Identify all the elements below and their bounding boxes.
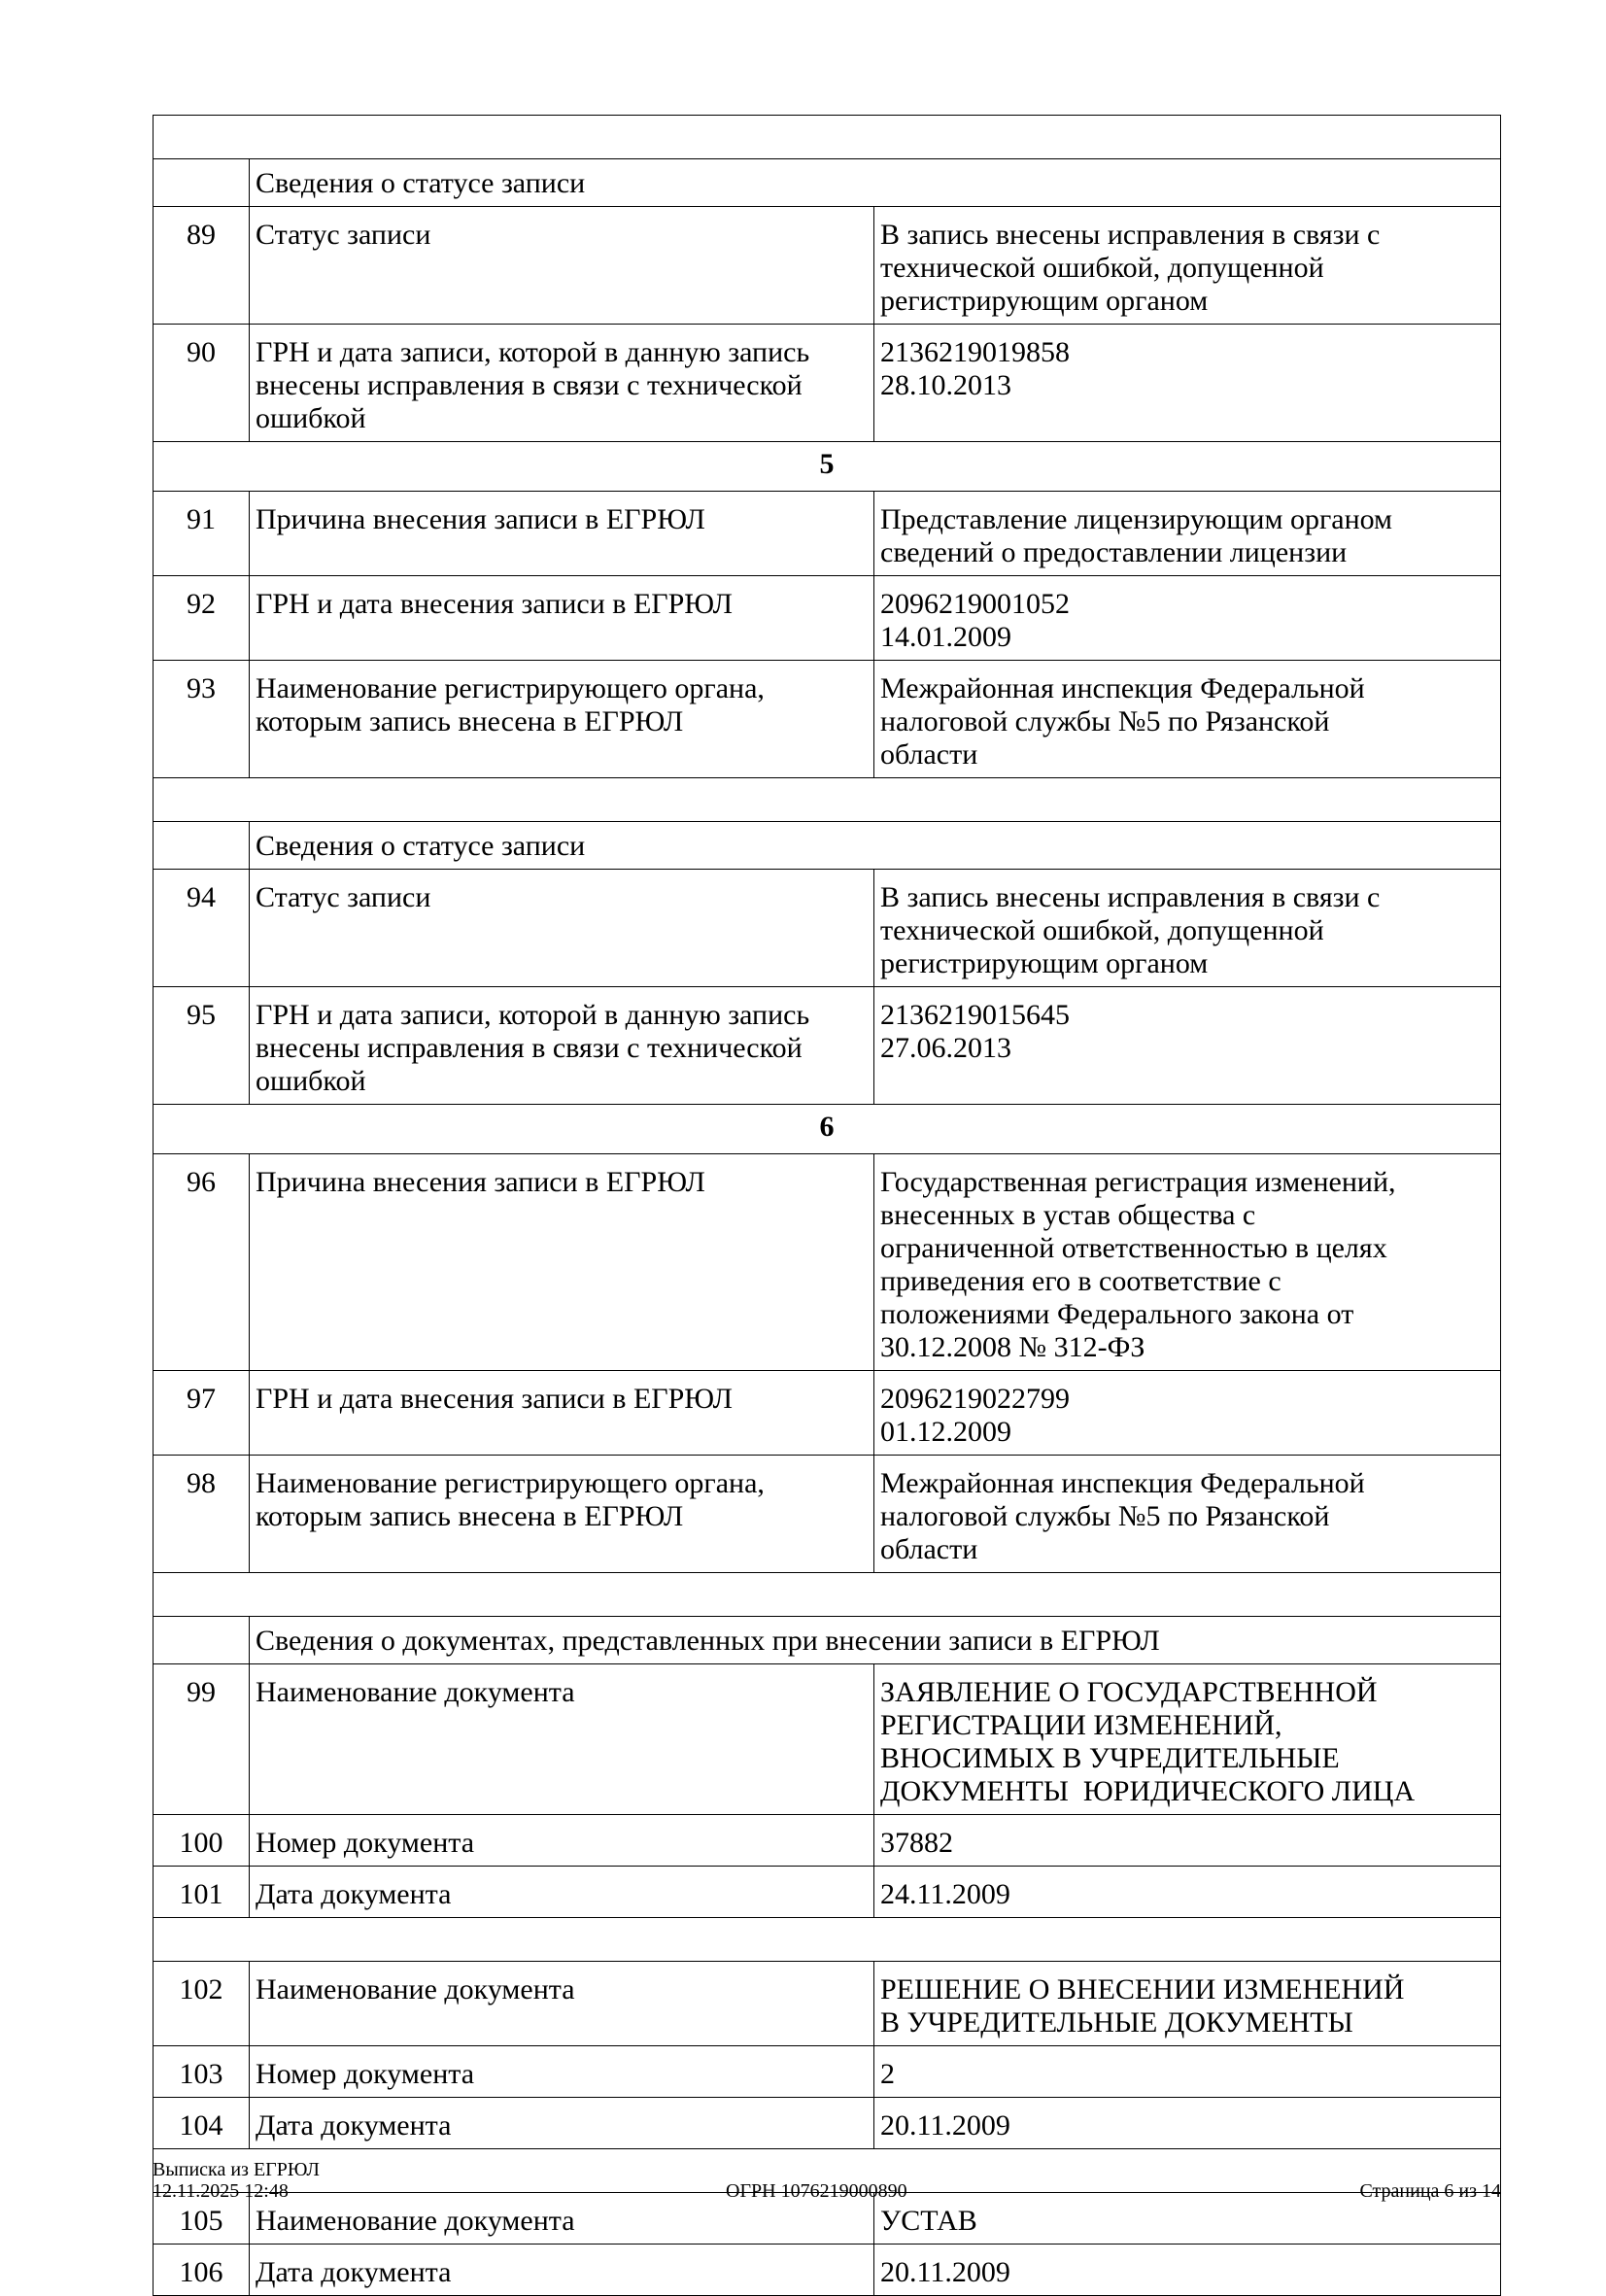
field-value-line: области [880, 738, 978, 771]
field-value-line: внесенных в устав общества с [880, 1199, 1256, 1231]
field-value-line: налоговой службы №5 по Рязанской [880, 705, 1330, 737]
field-value-line: ЗАЯВЛЕНИЕ О ГОСУДАРСТВЕННОЙ [880, 1676, 1378, 1708]
field-value-line: Представление лицензирующим органом [880, 503, 1393, 535]
field-label: Наименование документа [250, 2193, 874, 2245]
field-value-line: приведения его в соответствие с [880, 1265, 1281, 1297]
field-value-line: сведений о предоставлении лицензии [880, 536, 1348, 568]
field-value-line: УСТАВ [880, 2205, 977, 2237]
field-label: Наименование документа [250, 1664, 874, 1815]
field-value-line: Межрайонная инспекция Федеральной [880, 1467, 1365, 1499]
blank-row [154, 1918, 1501, 1962]
field-value-line: ВНОСИМЫХ В УЧРЕДИТЕЛЬНЫЕ [880, 1742, 1340, 1774]
section-title: Сведения о статусе записи [250, 159, 1501, 207]
row-number: 100 [154, 1815, 250, 1867]
record-number-row [154, 1105, 1501, 1154]
field-value-line: 20.11.2009 [880, 2109, 1010, 2142]
field-value-line: технической ошибкой, допущенной [880, 914, 1324, 946]
section-header-row [154, 159, 1501, 207]
field-value-line: В запись внесены исправления в связи с [880, 881, 1381, 913]
field-value [874, 1815, 1501, 1867]
blank-cell [154, 116, 1501, 159]
table-row [154, 2098, 1501, 2149]
table-row [154, 1154, 1501, 1371]
field-value-line: 30.12.2008 № 312-ФЗ [880, 1331, 1145, 1363]
field-label: ГРН и дата внесения записи в ЕГРЮЛ [250, 1371, 874, 1456]
field-label: Причина внесения записи в ЕГРЮЛ [250, 492, 874, 576]
field-value [874, 2098, 1501, 2149]
row-number: 102 [154, 1962, 250, 2046]
footer-datetime: 12.11.2025 12:48 [153, 2180, 289, 2202]
field-value-line: регистрирующим органом [880, 285, 1209, 317]
row-number: 94 [154, 870, 250, 987]
record-number: 5 [154, 442, 1501, 492]
row-number: 93 [154, 661, 250, 778]
field-value-line: ДОКУМЕНТЫ ЮРИДИЧЕСКОГО ЛИЦА [880, 1775, 1416, 1807]
table-row [154, 1962, 1501, 2046]
row-number: 103 [154, 2046, 250, 2098]
field-value-line: 2096219022799 [880, 1383, 1070, 1415]
table-row [154, 2245, 1501, 2296]
field-label: Дата документа [250, 1867, 874, 1918]
field-label: Дата документа [250, 2245, 874, 2296]
field-value [874, 1371, 1501, 1456]
section-number-cell [154, 159, 250, 207]
field-label: Наименование документа [250, 1962, 874, 2046]
field-label: ГРН и дата внесения записи в ЕГРЮЛ [250, 576, 874, 661]
row-number: 97 [154, 1371, 250, 1456]
field-value-line: РЕШЕНИЕ О ВНЕСЕНИИ ИЗМЕНЕНИЙ [880, 1973, 1405, 2005]
field-value [874, 661, 1501, 778]
record-number-row [154, 442, 1501, 492]
table-row [154, 661, 1501, 778]
row-number: 105 [154, 2193, 250, 2245]
field-label: Статус записи [250, 870, 874, 987]
section-number-cell [154, 1617, 250, 1664]
field-value [874, 1154, 1501, 1371]
section-title: Сведения о статусе записи [250, 822, 1501, 870]
row-number: 92 [154, 576, 250, 661]
field-value-line: Государственная регистрация изменений, [880, 1166, 1396, 1198]
field-value [874, 1456, 1501, 1573]
field-value [874, 1867, 1501, 1918]
field-value [874, 492, 1501, 576]
table-body [154, 116, 1501, 2296]
row-number: 104 [154, 2098, 250, 2149]
table-row [154, 1664, 1501, 1815]
field-value-line: технической ошибкой, допущенной [880, 252, 1324, 284]
field-value-line: налоговой службы №5 по Рязанской [880, 1500, 1330, 1532]
section-header-row [154, 1617, 1501, 1664]
row-number: 98 [154, 1456, 250, 1573]
field-label: Номер документа [250, 2046, 874, 2098]
footer-doc-title: Выписка из ЕГРЮЛ [153, 2159, 320, 2180]
row-number: 95 [154, 987, 250, 1105]
field-value [874, 2245, 1501, 2296]
field-value-line: 2 [880, 2058, 895, 2090]
table-row [154, 870, 1501, 987]
footer-ogrn: ОГРН 1076219000890 [726, 2180, 907, 2202]
field-value-line: положениями Федерального закона от [880, 1298, 1354, 1330]
record-number: 6 [154, 1105, 1501, 1154]
table-row [154, 1867, 1501, 1918]
field-value [874, 207, 1501, 325]
blank-row [154, 1573, 1501, 1617]
field-label: ГРН и дата записи, которой в данную запись внесены исправления в связи с технической ошибкой [250, 325, 874, 442]
footer-left [153, 2159, 320, 2202]
field-value-line: 2136219015645 [880, 999, 1070, 1031]
row-number: 96 [154, 1154, 250, 1371]
field-label: ГРН и дата записи, которой в данную запись внесены исправления в связи с технической ошибкой [250, 987, 874, 1105]
section-title: Сведения о документах, представленных при внесении записи в ЕГРЮЛ [250, 1617, 1501, 1664]
row-number: 101 [154, 1867, 250, 1918]
field-value [874, 1962, 1501, 2046]
field-value-line: В УЧРЕДИТЕЛЬНЫЕ ДОКУМЕНТЫ [880, 2006, 1353, 2039]
field-value-line: 37882 [880, 1827, 953, 1859]
field-value [874, 576, 1501, 661]
field-value-line: регистрирующим органом [880, 947, 1209, 979]
field-label: Причина внесения записи в ЕГРЮЛ [250, 1154, 874, 1371]
table-row [154, 1815, 1501, 1867]
table-row [154, 207, 1501, 325]
field-value [874, 1664, 1501, 1815]
field-value-line: 20.11.2009 [880, 2256, 1010, 2288]
field-label: Наименование регистрирующего органа, которым запись внесена в ЕГРЮЛ [250, 1456, 874, 1573]
table-row [154, 1371, 1501, 1456]
field-value-line: ограниченной ответственностью в целях [880, 1232, 1387, 1264]
field-value-line: 28.10.2013 [880, 369, 1011, 401]
blank-cell [154, 1573, 1501, 1617]
field-value-line: 27.06.2013 [880, 1032, 1011, 1064]
field-label: Наименование регистрирующего органа, которым запись внесена в ЕГРЮЛ [250, 661, 874, 778]
section-header-row [154, 822, 1501, 870]
field-value-line: 2136219019858 [880, 336, 1070, 368]
row-number: 91 [154, 492, 250, 576]
row-number: 90 [154, 325, 250, 442]
field-value [874, 987, 1501, 1105]
table-row [154, 325, 1501, 442]
field-label: Номер документа [250, 1815, 874, 1867]
footer-page-number: Страница 6 из 14 [1359, 2180, 1501, 2202]
field-value-line: РЕГИСТРАЦИИ ИЗМЕНЕНИЙ, [880, 1709, 1282, 1741]
field-value [874, 2046, 1501, 2098]
field-label: Дата документа [250, 2098, 874, 2149]
field-value-line: В запись внесены исправления в связи с [880, 219, 1381, 251]
table-row [154, 987, 1501, 1105]
table-row [154, 492, 1501, 576]
blank-cell [154, 1918, 1501, 1962]
blank-row [154, 778, 1501, 822]
field-value-line: 01.12.2009 [880, 1416, 1011, 1448]
field-value-line: 14.01.2009 [880, 621, 1011, 653]
table-row [154, 576, 1501, 661]
field-label: Статус записи [250, 207, 874, 325]
table-row [154, 2046, 1501, 2098]
egrul-extract-table [153, 115, 1501, 2296]
field-value-line: области [880, 1533, 978, 1565]
row-number: 106 [154, 2245, 250, 2296]
field-value [874, 325, 1501, 442]
blank-cell [154, 778, 1501, 822]
row-number: 89 [154, 207, 250, 325]
section-number-cell [154, 822, 250, 870]
field-value-line: Межрайонная инспекция Федеральной [880, 672, 1365, 704]
table-row [154, 1456, 1501, 1573]
blank-row [154, 116, 1501, 159]
field-value-line: 24.11.2009 [880, 1878, 1010, 1910]
row-number: 99 [154, 1664, 250, 1815]
field-value [874, 870, 1501, 987]
field-value-line: 2096219001052 [880, 588, 1070, 620]
